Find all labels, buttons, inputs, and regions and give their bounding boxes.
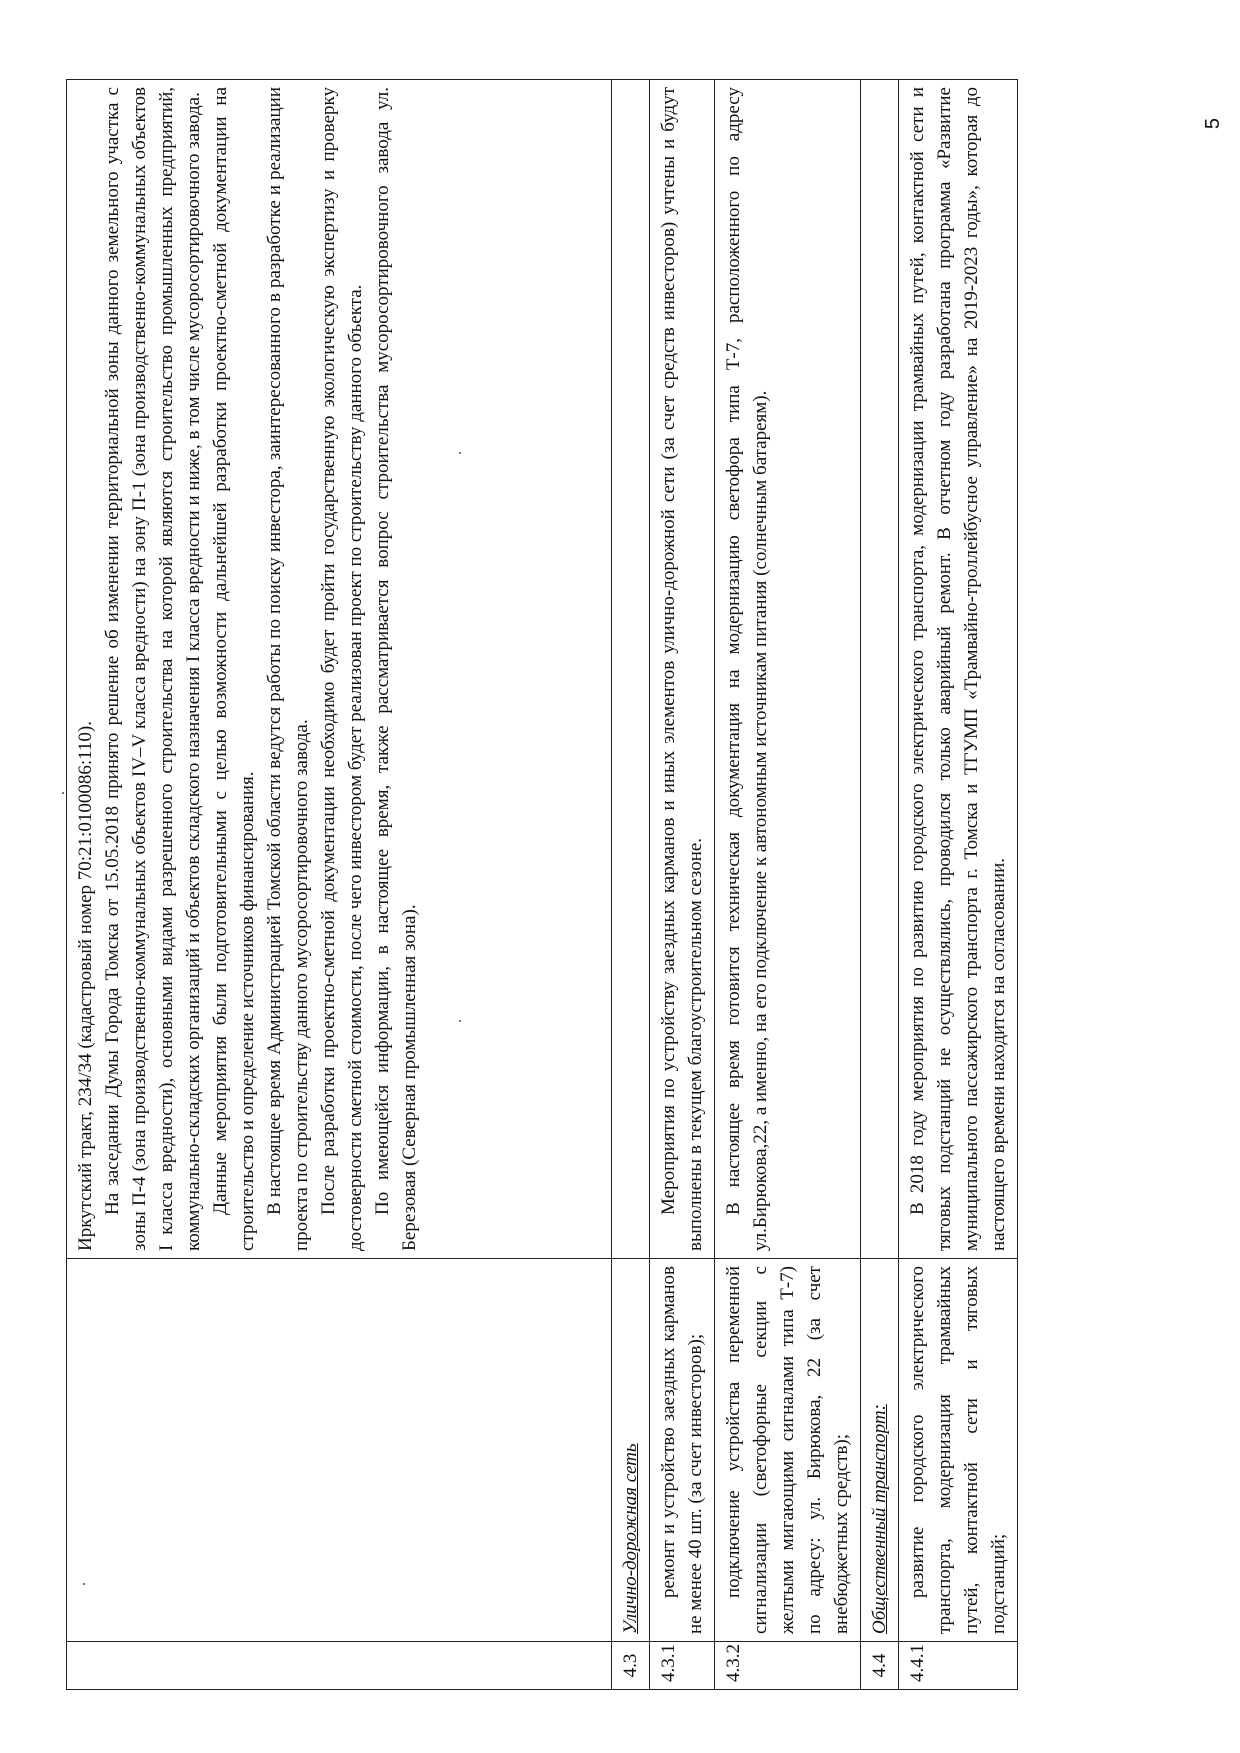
section-row — [612, 80, 650, 1690]
info-paragraph: На заседании Думы Города Томска от 15.05.2018 принято решение об изменении территориальной зоны данного земельного участка с зоны П-4 (зона производственно-коммунальных объектов IV–V класса вредности) на зону П-1 (зона производственно-коммунальных объектов I класса вредности), основными видами разрешенного строительства на которой являются строительство промышленных предприятий, коммунально-складских организаций и объектов складского назначения I класса вредности и ниже, в том числе мусоросортировочного завода. — [102, 87, 204, 1251]
row-number: 4.3 — [612, 1642, 650, 1690]
info-cell: Мероприятия по устройству заездных карманов и иных элементов улично-дорожной сети (за счет средств инвесторов) учтены и будут выполнены в текущем благоустроительном сезоне. — [650, 80, 715, 1259]
task-cell — [67, 1259, 612, 1642]
task-cell: ремонт и устройство заездных карманов не менее 40 шт. (за счет инвесторов); — [650, 1259, 715, 1642]
info-cell — [612, 80, 650, 1259]
scan-speck — [62, 792, 64, 794]
info-cell — [861, 80, 899, 1259]
task-cell: подключение устройства переменной сигнализации (светофорные секции с желтыми мигающими сигналами типа Т-7) по адресу: ул. Бирюкова, 22 (за счет внебюджетных средств); — [715, 1259, 861, 1642]
table-row — [650, 80, 715, 1690]
scan-speck — [459, 452, 461, 454]
scan-speck — [459, 1020, 461, 1022]
info-paragraph: В настоящее время Администрацией Томской области ведутся работы по поиску инвестора, заинтересованного в разработке и реализации проекта по строительству данного мусоросортировочного завода. — [264, 87, 312, 1251]
table-row — [715, 80, 861, 1690]
section-heading: Общественный транспорт: — [861, 1259, 899, 1642]
info-cell: В 2018 году мероприятия по развитию городского электрического транспорта, модернизации трамвайных путей, контактной сети и тяговых подстанций не осуществлялись, проводился только аварийный ремонт. В отчетном году разработана программа «Развитие муниципального пассажирского транспорта г. Томска и ТГУМП «Трамвайно-троллейбусное управление» на 2019-2023 годы», которая до настоящего времени находится на согласовании. — [899, 80, 1018, 1259]
section-row — [861, 80, 899, 1690]
row-number: 4.4 — [861, 1642, 899, 1690]
page-number: 5 — [1202, 117, 1225, 130]
info-paragraph: Иркутский тракт, 234/34 (кадастровый номер 70:21:0100086:110). — [75, 721, 96, 1251]
row-number: 4.3.1 — [650, 1642, 715, 1690]
table-row — [67, 80, 612, 1690]
info-paragraph: Данные мероприятия были подготовительными с целью возможности дальнейшей разработки проектно-сметной документации на строительство и определение источников финансирования. — [210, 87, 258, 1251]
row-number: 4.4.1 — [899, 1642, 1018, 1690]
report-table — [66, 79, 1018, 1690]
task-cell: развитие городского электрического транспорта, модернизация трамвайных путей, контактной сети и тяговых подстанций; — [899, 1259, 1018, 1642]
section-heading: Улично-дорожная сеть — [612, 1259, 650, 1642]
rotated-page — [66, 80, 1184, 1690]
scan-speck — [83, 1583, 85, 1585]
info-cell: В настоящее время готовится техническая документация на модернизацию светофора типа Т-7, расположенного по адресу ул.Бирюкова,22, а именно, на его подключение к автономным источникам питания (солнечным батареям). — [715, 80, 861, 1259]
row-number — [67, 1642, 612, 1690]
info-paragraph: По имеющейся информации, в настоящее время, также рассматривается вопрос строительства мусоросортировочного завода ул. Березовая (Северная промышленная зона). — [372, 87, 420, 1251]
row-number: 4.3.2 — [715, 1642, 861, 1690]
table-row — [899, 80, 1018, 1690]
info-paragraph: После разработки проектно-сметной документации необходимо будет пройти государственную экологическую экспертизу и проверку достоверности сметной стоимости, после чего инвестором будет реализован проект по строительству данного объекта. — [318, 87, 366, 1251]
info-cell — [67, 80, 612, 1259]
